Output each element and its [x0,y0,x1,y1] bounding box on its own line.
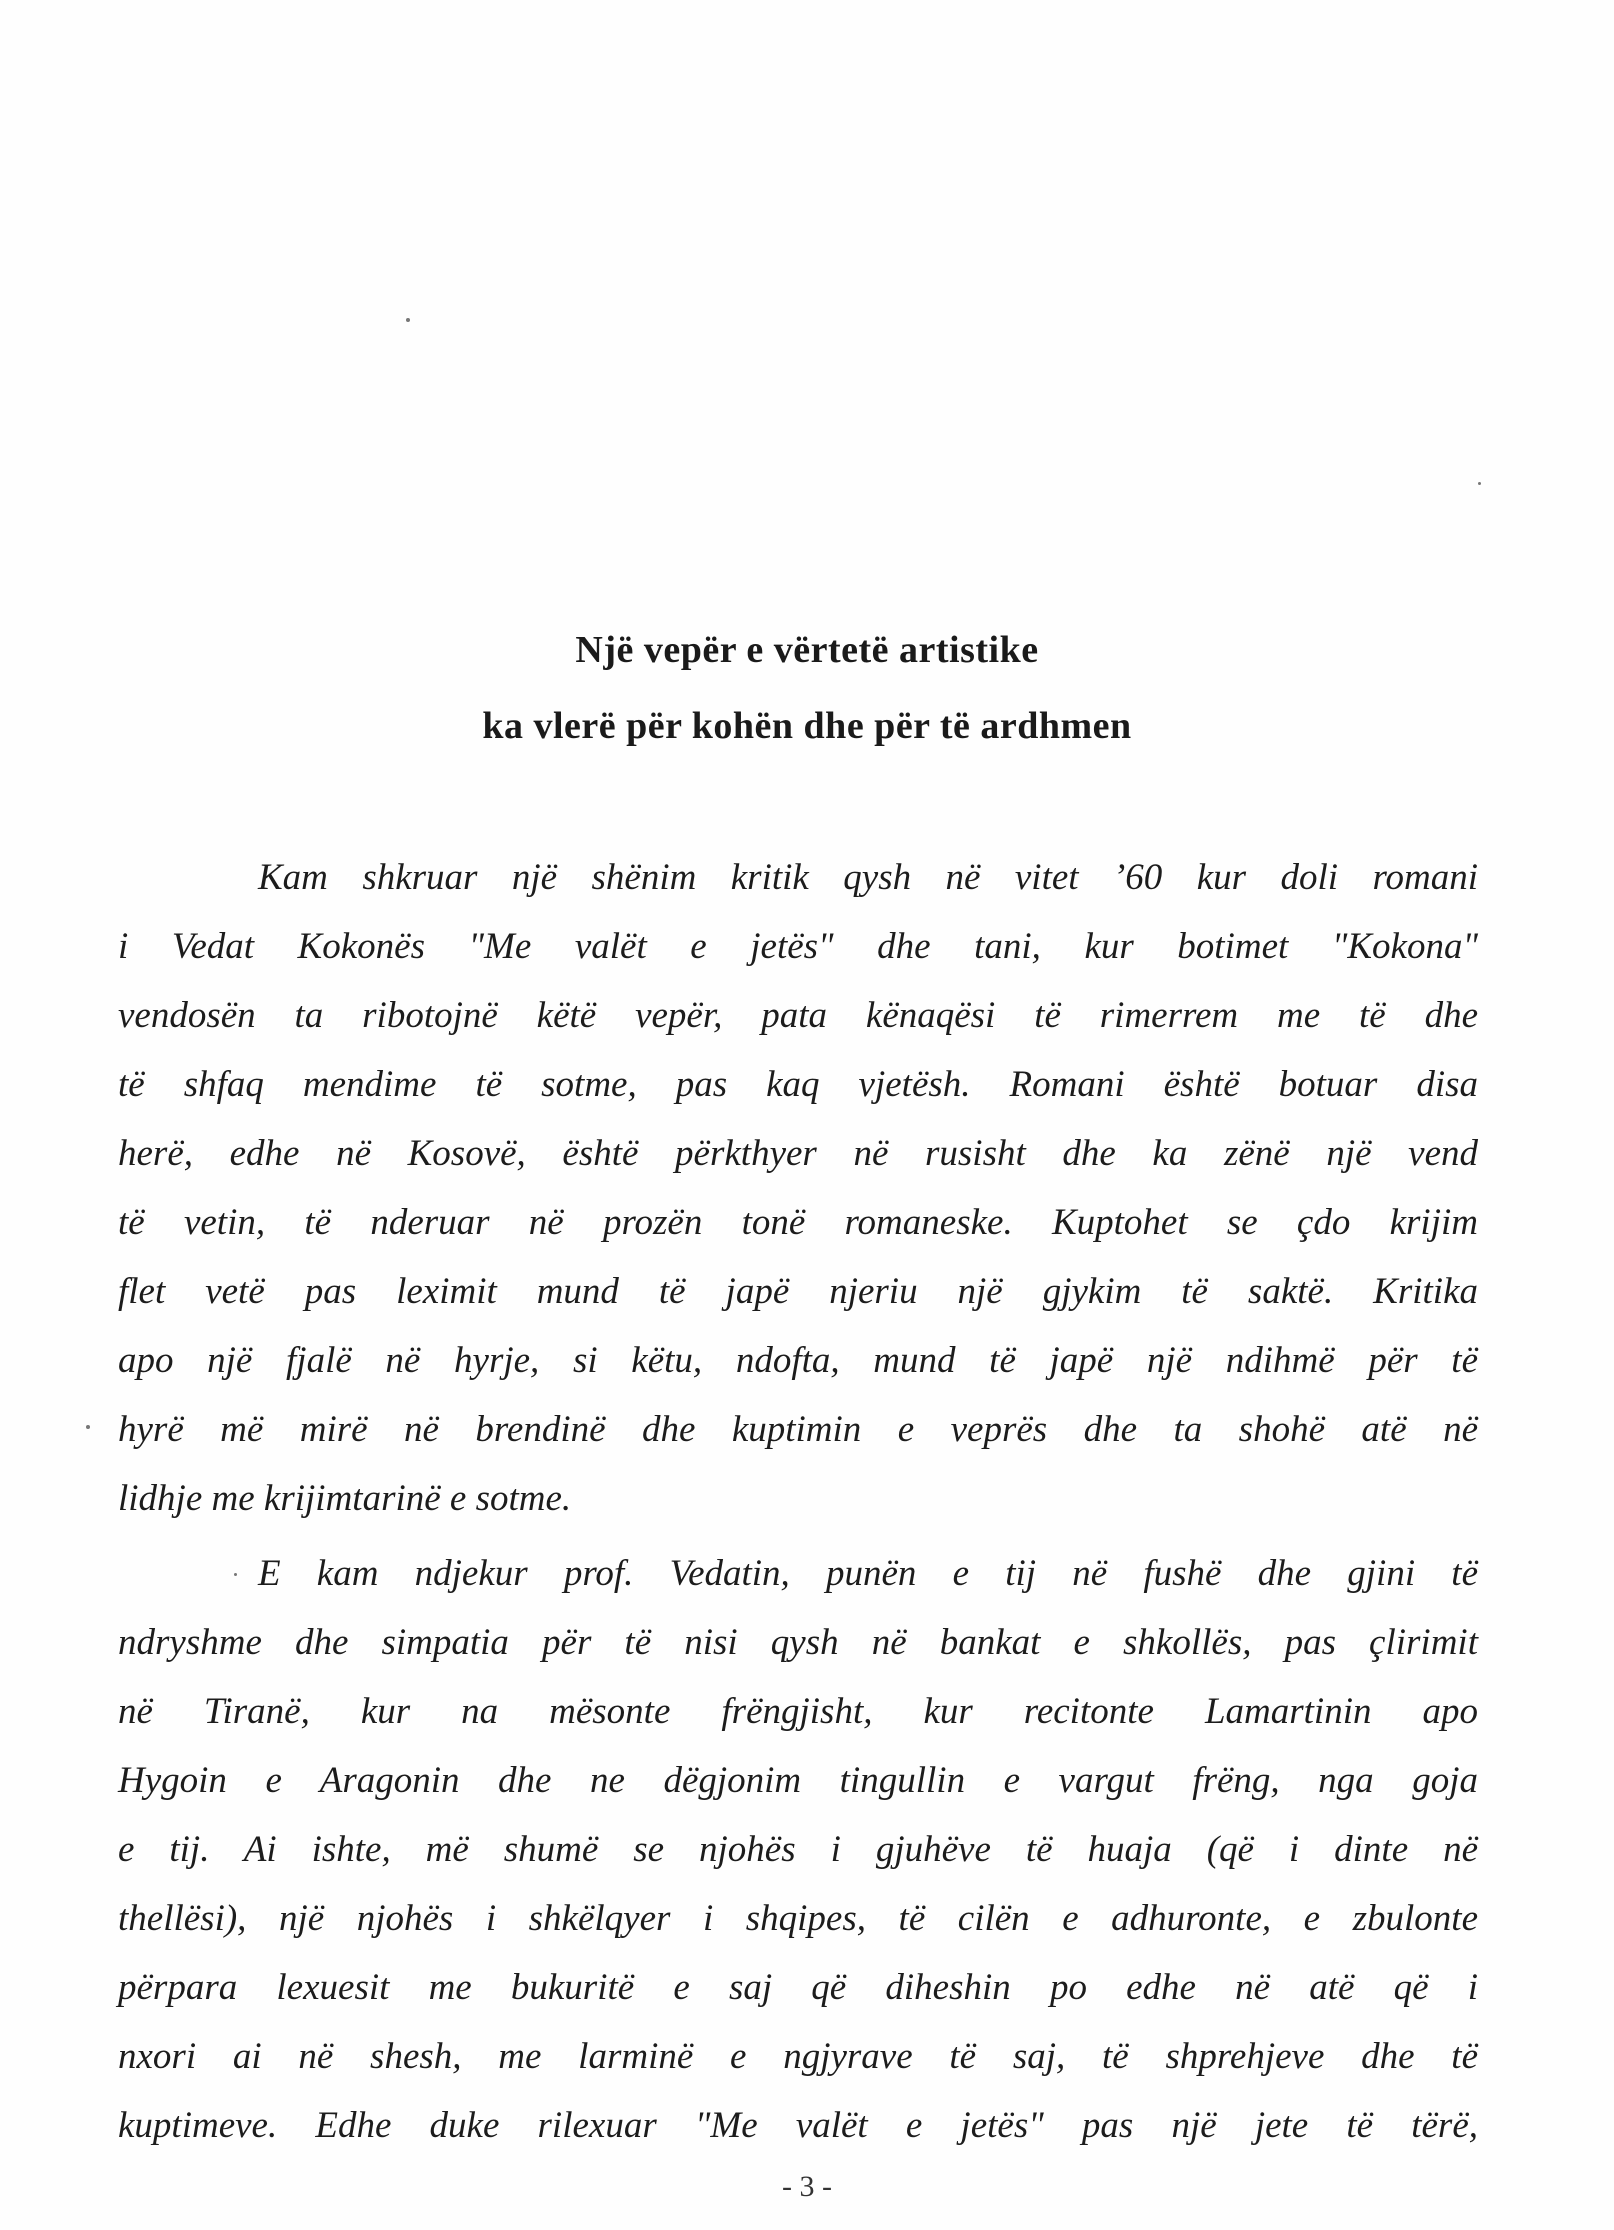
title-line-2: ka vlerë për kohën dhe për të ardhmen [482,705,1132,747]
paragraph-2-line-9: kuptimeve. Edhe duke rilexuar "Me valët e jetës" pas një jete të tërë, [118,2105,1478,2146]
paragraph-1-line-6: të vetin, të nderuar në prozën tonë romaneske. Kuptohet se çdo krijim [118,1202,1478,1243]
page-number: - 3 - [782,2170,832,2203]
paragraph-1-line-1: Kam shkruar një shënim kritik qysh në vitet ’60 kur doli romani [258,857,1478,898]
scan-speck [234,1573,237,1576]
paragraph-1-line-9: hyrë më mirë në brendinë dhe kuptimin e veprës dhe ta shohë atë në [118,1409,1478,1450]
paragraph-2-line-4: Hygoin e Aragonin dhe ne dëgjonim tingullin e vargut frëng, nga goja [118,1760,1478,1801]
paragraph-2-line-8: nxori ai në shesh, me larminë e ngjyrave të saj, të shprehjeve dhe të [118,2036,1478,2077]
paragraph-1-line-5: herë, edhe në Kosovë, është përkthyer në rusisht dhe ka zënë një vend [118,1133,1478,1174]
paragraph-1-line-2: i Vedat Kokonës "Me valët e jetës" dhe tani, kur botimet "Kokona" [118,926,1478,967]
scan-speck [86,1425,90,1429]
title-line-1: Një vepër e vërtetë artistike [575,629,1039,671]
paragraph-2-line-1: E kam ndjekur prof. Vedatin, punën e tij në fushë dhe gjini të [258,1553,1478,1594]
scan-speck [406,318,410,322]
paragraph-2-line-2: ndryshme dhe simpatia për të nisi qysh në bankat e shkollës, pas çlirimit [118,1622,1478,1663]
paragraph-1-line-10: lidhje me krijimtarinë e sotme. [118,1478,572,1519]
paragraph-2-line-6: thellësi), një njohës i shkëlqyer i shqipes, të cilën e adhuronte, e zbulonte [118,1898,1478,1939]
scan-speck [1478,482,1481,485]
paragraph-1-line-8: apo një fjalë në hyrje, si këtu, ndofta, mund të japë një ndihmë për të [118,1340,1478,1381]
paragraph-2-line-3: në Tiranë, kur na mësonte frëngjisht, kur recitonte Lamartinin apo [118,1691,1478,1732]
paragraph-1-line-3: vendosën ta ribotojnë këtë vepër, pata kënaqësi të rimerrem me të dhe [118,995,1478,1036]
paragraph-1-line-4: të shfaq mendime të sotme, pas kaq vjetësh. Romani është botuar disa [118,1064,1478,1105]
paragraph-1-line-7: flet vetë pas leximit mund të japë njeriu një gjykim të saktë. Kritika [118,1271,1478,1312]
paragraph-2-line-7: përpara lexuesit me bukuritë e saj që diheshin po edhe në atë që i [118,1967,1478,2008]
paragraph-2-line-5: e tij. Ai ishte, më shumë se njohës i gjuhëve të huaja (që i dinte në [118,1829,1478,1870]
